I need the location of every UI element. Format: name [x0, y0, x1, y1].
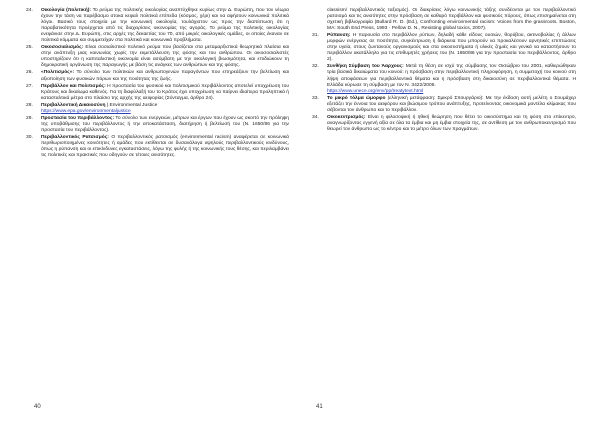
entry-term: Περιβάλλον και Πολιτισμός: — [41, 83, 106, 89]
entry-text: Η προστασία του φυσικού και πολιτισμικού περιβάλλοντος αποτελεί υποχρέωση του Κράτους και δικαίωμα καθενός. Για τη διαφύλαξή του το Κράτος έχει υποχρέωση να παίρνει ιδιαίτερα προληπτικά ή κατασταλτικά μέτρα στο πλαίσιο της αρχής της αειφορίας (Σύνταγμα, άρθρο 24). — [41, 83, 289, 101]
entry-number: 32. — [312, 64, 319, 70]
glossary-entry-continued — [312, 8, 576, 32]
entry-number: 26. — [26, 70, 33, 76]
glossary-entry — [26, 84, 289, 102]
glossary-entry — [312, 96, 576, 114]
entry-text: Είναι η φιλοσοφική ή ηθική θεώρηση που θέτει το οικοσύστημα και τη φύση στο επίκεντρο, αναγνωρίζοντας εγγενή αξία σε όλα τα έμβια και μη έμβια στοιχεία της, σε αντίθεση με τον ανθρωποκεντρισμό που θεωρεί τον άνθρωπο ως το κέντρο και το μέτρο όλων των πραγμάτων. — [327, 114, 576, 132]
entry-text: Το ρεύμα της πολιτικής οικολογίας αναπτύχθηκε κυρίως στην Δ. Ευρώπη, που τον νέωρα έχουν την τάση να παρέβασμο στοκα κεφαλ πολιτικά επίπεδα (κόσμος, χέρι) και να αφήσουν κοινωνικά πολιτικά λόγοι. Βασικό τους στοιχεία με την κοινωνική οικολογία, τουλάχιστον ως προς την διαπίστωση ότι η παραβατικότητα προέρχεται από τις διαχειρίσεις οικονομίας της αγοράς. Το ρεύμα της πολιτικής οικολογίας ενεφάνισε στην Δ. Ευρώπη, στις αρχές της δεκαετίας του 70, από μικρές οικολογικές ομάδες, οι οποίες έκαναν σε πολιτικά κόμματα και συμμετείχαν στα πολιτικά και κοινωνικά προβλήματα. — [41, 8, 290, 44]
glossary-entry — [26, 103, 289, 115]
glossary-entry — [312, 33, 576, 63]
entry-text: Είναι σοσιαλιστικό πολιτικό ρεύμα που βασίζεται στα μεταμαρξιστικά θεωρητικά πλαίσια και στην ανάπτυξη μιας κοινωνίας χωρίς την εκμετάλλευση της φύσης και του ανθρώπου. Οι οικοσοσιαλιστές υποστηρίζουν ότι η καπιταλιστική οικονομία είναι ασύμβατη με την οικολογική βιωσιμότητα, και επιδιώκουν τη δημοκρατική οργάνωση της παραγωγής με βάση τις ανάγκες των ανθρώπων και της φύσης. — [41, 45, 289, 69]
entry-link[interactable]: https://www.unece.org/env/pp/treatytext.html — [327, 88, 424, 94]
entry-number: 27. — [26, 83, 33, 89]
glossary-entry — [26, 70, 289, 82]
entry-text: Η παρουσία στο περιβάλλον ρύπων, δηλαδή κάθε είδους ουσιών, θορύβου, ακτινοβολίας ή άλλων μορφών ενέργειας σε ποσότητα, συγκέντρωση ή διάρκεια που μπορούν να προκαλέσουν αρνητικές επιπτώσεις στην υγεία, στους ζωντανούς οργανισμούς και στα οικοσυστήματα ή υλικές ζημιές και γενικά να καταστήσουν το περιβάλλον ακατάλληλο για τις επιθυμητές χρήσεις του (Ν. 1650/86 για την προστασία του περιβάλλοντος, άρθρο 2). — [327, 33, 576, 63]
entry-term: Συνθήκη Σύμβαση του Άαρχους: — [327, 64, 404, 70]
entry-text: classism/ περιβαλλοντικός ταξισμός). Οι διακρίσεις λόγω κοινωνικής τάξης συνδέονται με τον περιβαλλοντικό ρατσισμό και τις ανισότητες στην πρόσβαση σε καθαρό περιβάλλον και φυσικούς πόρους, όπως επισημαίνεται στη σχετική βιβλιογραφία (Bullard R. D. (Ed.), Confronting environmental racism: Voices from the grassroots. Boston, MA: South End Press, 1993 · Pellow D. N., Resisting global toxics, 2007). — [327, 8, 576, 32]
entry-term: «Πολιτισμός»: — [41, 70, 75, 76]
entry-number: 25. — [26, 45, 33, 51]
entry-text: Το σύνολο των πολιτικών και ανθρωπογενών παραγόντων που επηρεάζουν την βελτίωση και αξιοποίηση των φυσικών πόρων και της ποιότητας της ζωής. — [41, 70, 290, 82]
entry-term: Περιβαλλοντική Δικαιοσύνη — [41, 102, 106, 108]
entry-term: Προστασία του περιβάλλοντος: — [41, 115, 115, 121]
entry-number: 29. — [26, 115, 33, 121]
entry-text: Το σύνολο των ενεργειών, μέτρων και έργων που έχουν ως σκοπό την πρόληψη της υποβάθμισης του περιβάλλοντος ή την αποκατάσταση, διατήρηση ή βελτίωσή του (Ν. 1650/86 για την προστασία του περιβάλλοντος). — [41, 115, 289, 133]
left-entries — [26, 8, 289, 159]
right-page — [300, 0, 600, 424]
page-number: 41 — [316, 404, 323, 410]
entry-text: (ελληνική μετάφραση: Σμικρό Σπουργάριο): Με την έκδοση αυτή μελέτη ο Σουμάχερ εξετάζει την έννοια του αειφόρου και βιώσιμου τρόπου ανάπτυξης, προτείνοντας οικονομικά μοντέλα κλίμακας που σέβονται τον άνθρωπο και το περιβάλλον. — [327, 95, 576, 113]
entry-text: | Environmental Justice — [106, 102, 158, 108]
glossary-entry — [26, 45, 289, 69]
glossary-entry — [312, 115, 576, 133]
entry-number: 30. — [26, 134, 33, 140]
entry-term: Το μικρό τόλμα ώμορφο — [327, 95, 386, 101]
entry-term: Οικολογία (πολιτική): — [41, 8, 91, 13]
right-entries — [312, 8, 576, 133]
entry-number: 31. — [312, 33, 319, 39]
entry-text: Ο περιβαλλοντικός ρατσισμός (environmental racism) αναφέρεται σε κοινωνικά περιθωριοποιημένες κοινότητες ή ομάδες που εκτίθενται σε δυσανάλογα υψηλούς περιβαλλοντικούς κινδύνους, όπως η ρύπανση και οι επικίνδυνες εγκαταστάσεις, λόγω της φυλής ή της κοινωνικής τους θέσης, και περιλαμβάνει τις πολιτικές και πρακτικές που οδηγούν σε τέτοιες ανισότητες. — [41, 134, 289, 159]
glossary-entry — [26, 135, 289, 159]
entry-term: Οικοσοσιαλισμός: — [41, 45, 84, 51]
glossary-entry — [26, 116, 289, 134]
entry-link[interactable]: https://www.epa.gov/environmentaljustice — [41, 108, 131, 114]
entry-text: Μετά τη θέση σε ισχύ της σύμβασης τον Οκτώβριο του 2001, καθιερώθηκαν τρία βασικά δικαιώματα του κοινού: η πρόσβαση στην περιβαλλοντική πληροφόρηση, η συμμετοχή του κοινού στη λήψη αποφάσεων για περιβαλλοντικά θέματα και η πρόσβαση στη δικαιοσύνη σε περιβαλλοντικά θέματα. Η Ελλάδα κύρωσε τη σύμβαση με τον Ν. 3422/2005. — [327, 64, 576, 88]
entry-number: 34. — [312, 114, 319, 120]
entry-term: Ρύπανση: — [327, 33, 351, 39]
glossary-entry — [312, 64, 576, 94]
entry-number: 33. — [312, 95, 319, 101]
entry-term: Περιβαλλοντικός Ρατσισμός: — [41, 134, 109, 140]
entry-term: Οικοκεντρισμός: — [327, 114, 366, 120]
glossary-entry — [26, 8, 289, 44]
entry-number: 28. — [26, 102, 33, 108]
page-number: 40 — [34, 404, 41, 410]
entry-number: 24. — [26, 8, 33, 13]
